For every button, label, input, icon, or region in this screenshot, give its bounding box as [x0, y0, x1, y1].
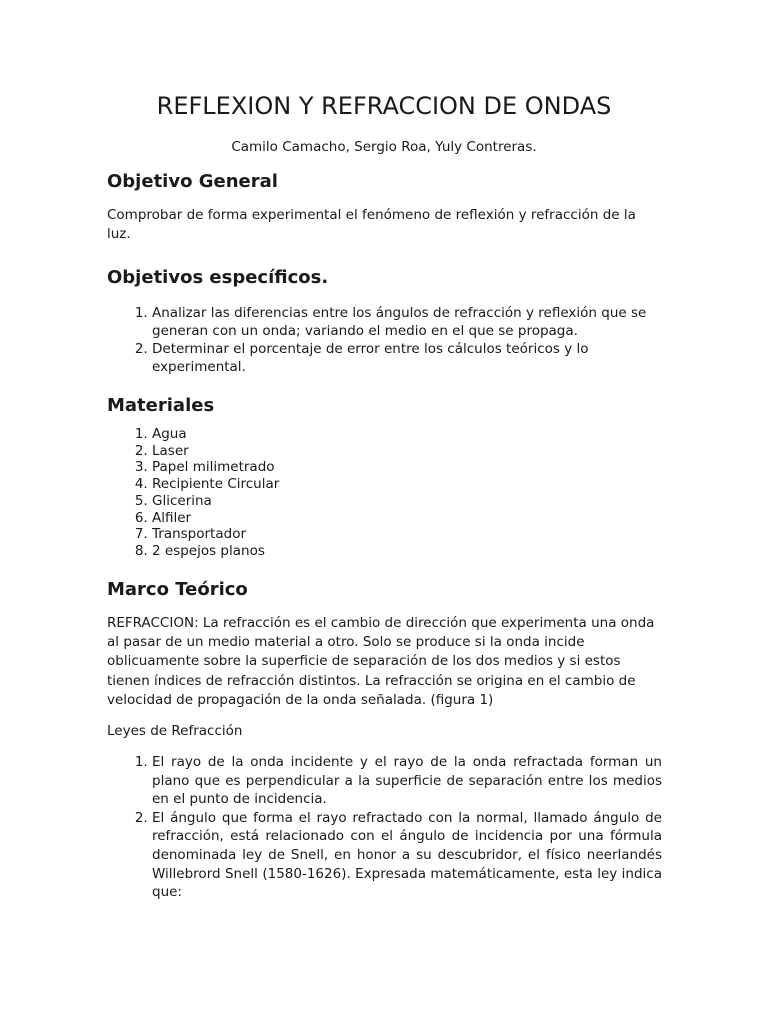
heading-objetivos-especificos: Objetivos específicos.	[107, 267, 329, 288]
list-item: 1. Analizar las diferencias entre los ángulos de refracción y reflexión que se generan con un onda; variando el medio en el que se propaga.	[152, 304, 662, 340]
list-item: 8. 2 espejos planos	[152, 543, 662, 560]
list-item: 2. Determinar el porcentaje de error entre los cálculos teóricos y lo experimental.	[152, 340, 662, 376]
heading-objetivo-general: Objetivo General	[107, 171, 278, 192]
document-title: REFLEXION Y REFRACCION DE ONDAS	[156, 92, 612, 120]
list-item: 5. Glicerina	[152, 493, 662, 510]
marco-teorico-text: REFRACCION: La refracción es el cambio de dirección que experimenta una onda al pasar de un medio material a otro. Solo se produce si la onda incide oblicuamente sobre la superficie de separación de los dos medios y si estos tienen índices de refracción distintos. La refracción se origina en el cambio de velocidad de propagación de la onda señalada. (figura 1)	[107, 614, 655, 708]
list-item: 2. El ángulo que forma el rayo refractado con la normal, llamado ángulo de refracción, está relacionado con el ángulo de incidencia por una fórmula denominada ley de Snell, en honor a su descubridor, el físico neerlandés Willebrord Snell (1580-1626). Expresada matemáticamente, esta ley indica que:	[152, 809, 662, 902]
leyes-label: Leyes de Refracción	[107, 723, 243, 740]
list-item: 2. Laser	[152, 443, 662, 460]
list-item: 6. Alfiler	[152, 510, 662, 527]
list-item: 1. El rayo de la onda incidente y el rayo de la onda refractada forman un plano que es perpendicular a la superficie de separación entre los medios en el punto de incidencia.	[152, 753, 662, 809]
heading-materiales: Materiales	[107, 395, 215, 416]
heading-marco-teorico: Marco Teórico	[107, 578, 248, 600]
list-item: 4. Recipiente Circular	[152, 476, 662, 493]
objetivo-general-text: Comprobar de forma experimental el fenómeno de reflexión y refracción de la luz.	[107, 207, 636, 242]
authors-line: Camilo Camacho, Sergio Roa, Yuly Contreras.	[231, 139, 537, 155]
materiales-list	[107, 426, 662, 560]
objetivos-list	[107, 304, 662, 376]
list-item: 1. Agua	[152, 426, 662, 443]
document-body	[107, 168, 662, 902]
list-item: 3. Papel milimetrado	[152, 459, 662, 476]
leyes-list	[107, 753, 662, 902]
list-item: 7. Transportador	[152, 526, 662, 543]
